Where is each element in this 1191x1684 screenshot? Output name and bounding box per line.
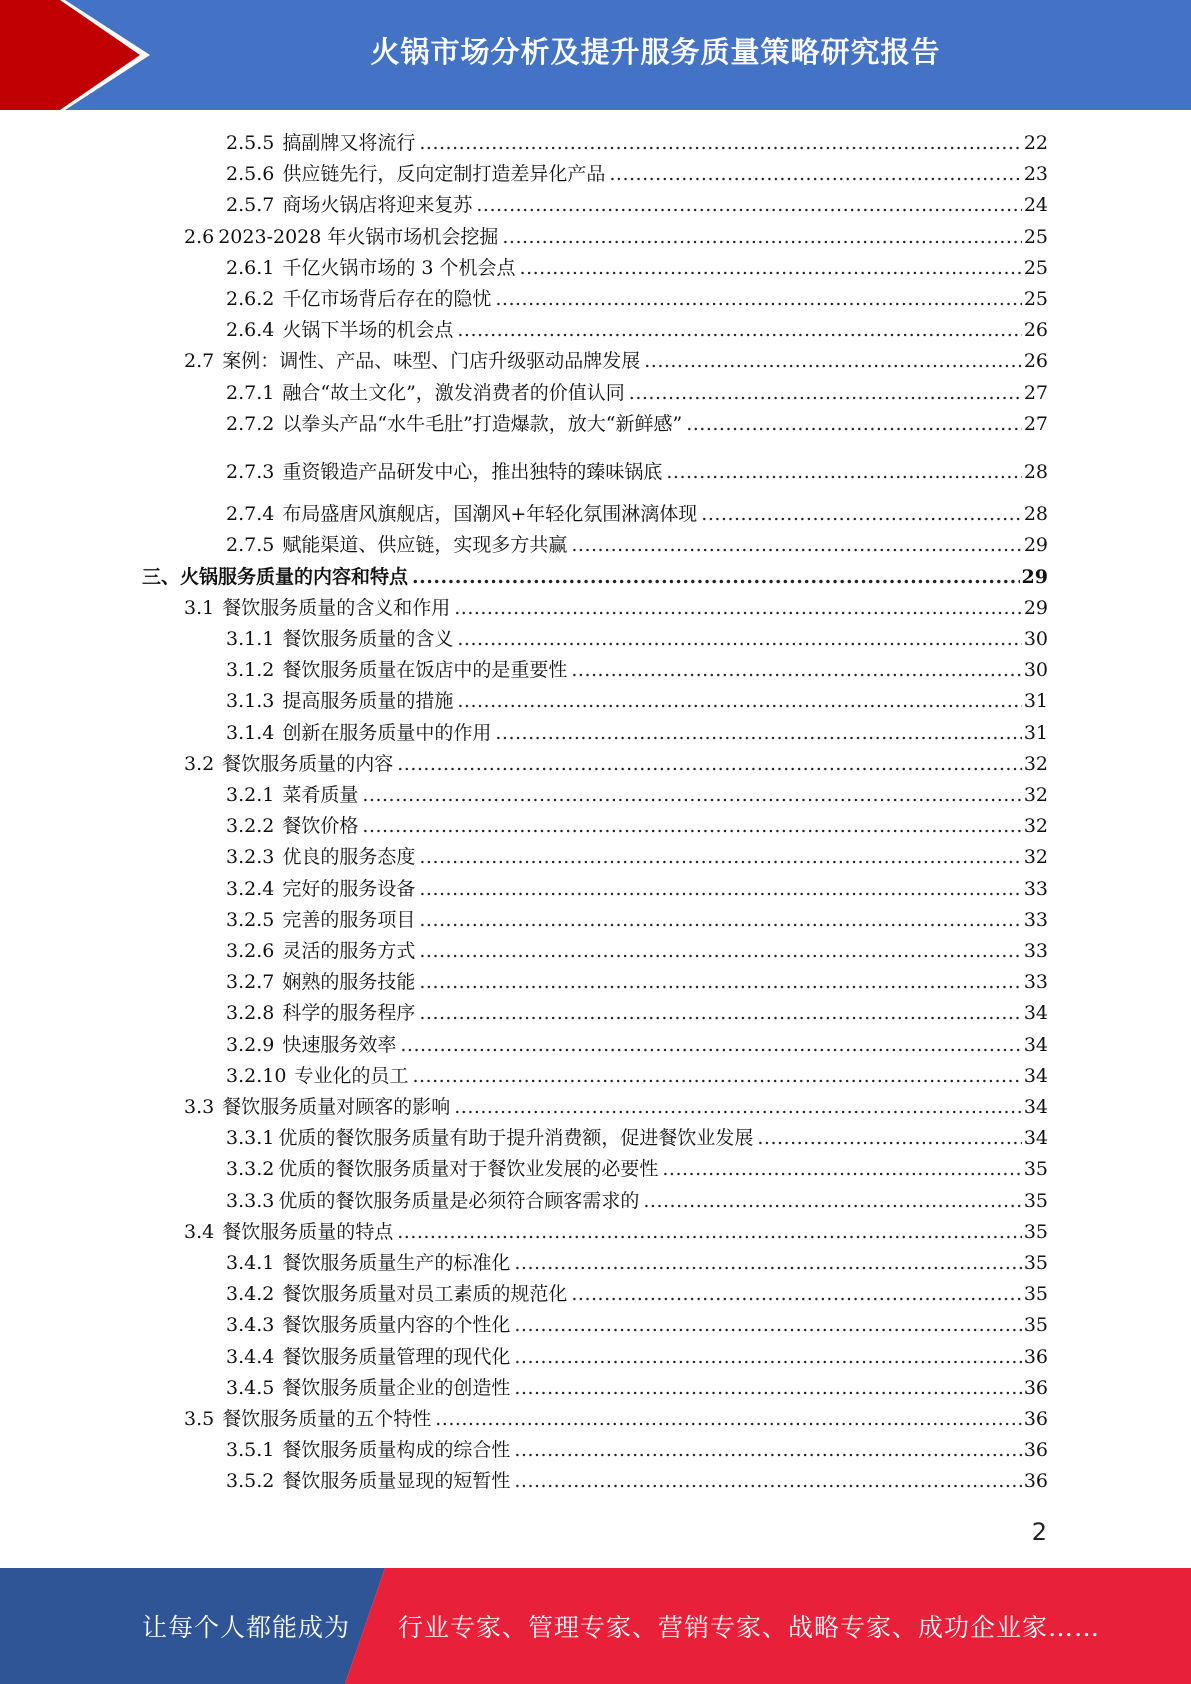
toc-entry-title: 餐饮服务质量生产的标准化 bbox=[282, 1252, 511, 1274]
toc-entry[interactable] bbox=[226, 1029, 1048, 1057]
toc-entry-title: 灵活的服务方式 bbox=[282, 940, 416, 962]
toc-entry-page: 26 bbox=[1023, 350, 1048, 372]
toc-dot-leader bbox=[514, 1345, 1021, 1369]
toc-entry-title: 娴熟的服务技能 bbox=[282, 971, 416, 993]
toc-entry-page: 27 bbox=[1023, 382, 1048, 404]
toc-entry-number: 3.2 bbox=[184, 753, 215, 775]
header-band bbox=[0, 0, 1191, 110]
toc-entry-page: 33 bbox=[1023, 940, 1048, 962]
toc-entry[interactable] bbox=[226, 841, 1048, 869]
toc-dot-leader bbox=[454, 596, 1022, 620]
toc-entry-page: 29 bbox=[1023, 597, 1048, 619]
toc-entry-number: 3.4.2 bbox=[226, 1283, 275, 1305]
toc-entry-page: 23 bbox=[1023, 163, 1048, 185]
toc-dot-leader bbox=[495, 721, 1021, 745]
toc-dot-leader bbox=[419, 939, 1021, 963]
toc-entry[interactable] bbox=[226, 654, 1048, 682]
toc-dot-leader bbox=[644, 349, 1022, 373]
toc-entry-number: 3.5.2 bbox=[226, 1470, 275, 1492]
toc-entry-title: 优良的服务态度 bbox=[282, 846, 416, 868]
toc-entry[interactable] bbox=[226, 408, 1048, 436]
toc-entry-number: 2.7.2 bbox=[226, 413, 275, 435]
toc-entry-number: 3.1 bbox=[184, 597, 215, 619]
toc-entry[interactable] bbox=[226, 717, 1048, 745]
toc-dot-leader bbox=[514, 1313, 1021, 1337]
toc-entry[interactable] bbox=[142, 561, 1048, 589]
toc-entry-page: 35 bbox=[1023, 1221, 1048, 1243]
toc-entry-number: 3.1.1 bbox=[226, 628, 275, 650]
toc-dot-leader bbox=[609, 162, 1021, 186]
toc-entry-title: 餐饮服务质量对员工素质的规范化 bbox=[282, 1283, 568, 1305]
toc-entry-number: 3.5.1 bbox=[226, 1439, 275, 1461]
toc-entry-title: 案例：调性、产品、味型、门店升级驱动品牌发展 bbox=[222, 350, 641, 372]
toc-entry-title: 创新在服务质量中的作用 bbox=[282, 722, 492, 744]
toc-entry-title: 餐饮价格 bbox=[282, 815, 359, 837]
footer-slogan-left: 让每个人都能成为 bbox=[142, 1613, 351, 1642]
toc-dot-leader bbox=[643, 1189, 1021, 1213]
toc-dot-leader bbox=[419, 1001, 1021, 1025]
toc-entry[interactable] bbox=[226, 456, 1048, 484]
toc-entry[interactable] bbox=[226, 1341, 1048, 1369]
toc-entry-page: 34 bbox=[1023, 1002, 1048, 1024]
toc-entry-title: 专业化的员工 bbox=[294, 1065, 409, 1087]
toc-entry-page: 29 bbox=[1021, 566, 1048, 588]
toc-entry-page: 35 bbox=[1023, 1190, 1048, 1212]
toc-entry-number: 3.2.8 bbox=[226, 1002, 275, 1024]
toc-entry[interactable] bbox=[226, 1278, 1048, 1306]
toc-entry[interactable] bbox=[184, 1403, 1048, 1431]
toc-entry[interactable] bbox=[184, 592, 1048, 620]
toc-entry-title: 以拳头产品“水牛毛肚”打造爆款，放大“新鲜感” bbox=[282, 413, 683, 435]
toc-dot-leader bbox=[419, 845, 1021, 869]
toc-entry-page: 22 bbox=[1023, 132, 1048, 154]
toc-dot-leader bbox=[514, 1438, 1021, 1462]
toc-entry-title: 商场火锅店将迎来复苏 bbox=[282, 194, 473, 216]
footer-slogan-right: 行业专家、管理专家、营销专家、战略专家、成功企业家…… bbox=[398, 1613, 1101, 1642]
toc-dot-leader bbox=[419, 908, 1021, 932]
toc-entry[interactable] bbox=[226, 966, 1048, 994]
toc-dot-leader bbox=[419, 970, 1021, 994]
toc-dot-leader bbox=[419, 131, 1021, 155]
toc-entry[interactable] bbox=[226, 1122, 1048, 1150]
toc-entry-title: 快速服务效率 bbox=[282, 1034, 397, 1056]
toc-entry-number: 2.7.4 bbox=[226, 503, 275, 525]
toc-entry-title: 餐饮服务质量企业的创造性 bbox=[282, 1377, 511, 1399]
toc-entry-title: 餐饮服务质量显现的短暂性 bbox=[282, 1470, 511, 1492]
toc-entry-number: 2.6.2 bbox=[226, 288, 275, 310]
red-chevron-icon bbox=[0, 0, 160, 110]
toc-entry[interactable] bbox=[226, 873, 1048, 901]
toc-entry-number: 3.2.9 bbox=[226, 1034, 275, 1056]
toc-entry-page: 26 bbox=[1023, 319, 1048, 341]
toc-entry-title: 千亿市场背后存在的隐忧 bbox=[282, 288, 492, 310]
toc-entry-title: 2023-2028 年火锅市场机会挖掘 bbox=[218, 226, 499, 248]
toc-dot-leader bbox=[362, 814, 1021, 838]
toc-dot-leader bbox=[662, 1157, 1021, 1181]
toc-entry-page: 36 bbox=[1023, 1346, 1048, 1368]
toc-entry-page: 35 bbox=[1023, 1283, 1048, 1305]
toc-entry-title: 餐饮服务质量的含义和作用 bbox=[222, 597, 451, 619]
toc-entry-page: 36 bbox=[1023, 1439, 1048, 1461]
toc-entry[interactable] bbox=[226, 283, 1048, 311]
toc-entry-title: 科学的服务程序 bbox=[282, 1002, 416, 1024]
toc-entry-title: 火锅下半场的机会点 bbox=[282, 319, 454, 341]
toc-dot-leader bbox=[419, 877, 1021, 901]
toc-entry-title: 餐饮服务质量内容的个性化 bbox=[282, 1314, 511, 1336]
toc-entry-number: 3.4.5 bbox=[226, 1377, 275, 1399]
toc-entry-number: 2.7.5 bbox=[226, 534, 275, 556]
toc-entry-number: 3.2.2 bbox=[226, 815, 275, 837]
toc-entry-number: 3.2.1 bbox=[226, 784, 275, 806]
footer-band bbox=[0, 1568, 1191, 1684]
toc-entry-number: 3.1.2 bbox=[226, 659, 275, 681]
toc-dot-leader bbox=[495, 287, 1021, 311]
toc-dot-leader bbox=[701, 502, 1022, 526]
toc-dot-leader bbox=[362, 783, 1021, 807]
toc-entry[interactable] bbox=[184, 1216, 1048, 1244]
toc-entry-number: 3.4.3 bbox=[226, 1314, 275, 1336]
toc-entry-title: 餐饮服务质量管理的现代化 bbox=[282, 1346, 511, 1368]
toc-entry-number: 2.6.1 bbox=[226, 257, 275, 279]
toc-entry-page: 33 bbox=[1023, 878, 1048, 900]
toc-entry-page: 34 bbox=[1023, 1127, 1048, 1149]
toc-dot-leader bbox=[520, 256, 1022, 280]
toc-dot-leader bbox=[400, 1033, 1021, 1057]
page-number: 2 bbox=[1031, 1518, 1047, 1546]
toc-entry-page: 35 bbox=[1023, 1314, 1048, 1336]
toc-dot-leader bbox=[514, 1469, 1021, 1493]
toc-entry-number: 2.7 bbox=[184, 350, 215, 372]
toc-entry-title: 餐饮服务质量的含义 bbox=[282, 628, 454, 650]
toc-entry[interactable] bbox=[226, 1247, 1048, 1275]
toc-entry[interactable] bbox=[184, 748, 1048, 776]
toc-entry-page: 30 bbox=[1023, 628, 1048, 650]
toc-entry-number: 3.5 bbox=[184, 1408, 215, 1430]
toc-dot-leader bbox=[457, 627, 1021, 651]
toc-entry-number: 2.7.3 bbox=[226, 461, 275, 483]
toc-entry[interactable] bbox=[226, 1309, 1048, 1337]
toc-entry-page: 35 bbox=[1023, 1252, 1048, 1274]
toc-dot-leader bbox=[454, 1095, 1022, 1119]
toc-entry-title: 赋能渠道、供应链，实现多方共赢 bbox=[282, 534, 568, 556]
toc-entry-number: 2.5.7 bbox=[226, 194, 275, 216]
toc-entry-page: 25 bbox=[1023, 257, 1048, 279]
toc-entry-number: 3.2.6 bbox=[226, 940, 275, 962]
toc-entry-page: 34 bbox=[1023, 1065, 1048, 1087]
toc-entry-page: 32 bbox=[1023, 846, 1048, 868]
toc-entry-title: 完善的服务项目 bbox=[282, 909, 416, 931]
toc-entry-number: 3.2.3 bbox=[226, 846, 275, 868]
toc-dot-leader bbox=[457, 318, 1021, 342]
toc-entry-page: 25 bbox=[1023, 288, 1048, 310]
toc-entry-page: 35 bbox=[1023, 1158, 1048, 1180]
toc-entry-page: 25 bbox=[1023, 226, 1048, 248]
toc-entry[interactable] bbox=[226, 158, 1048, 186]
toc-entry[interactable] bbox=[226, 1465, 1048, 1493]
toc-entry-number: 3.2.5 bbox=[226, 909, 275, 931]
toc-entry[interactable] bbox=[226, 935, 1048, 963]
toc-entry-page: 36 bbox=[1023, 1408, 1048, 1430]
toc-entry[interactable] bbox=[226, 377, 1048, 405]
toc-entry-title: 重资锻造产品研发中心，推出独特的臻味锅底 bbox=[282, 461, 663, 483]
toc-entry[interactable] bbox=[226, 810, 1048, 838]
toc-dot-leader bbox=[757, 1126, 1021, 1150]
toc-entry[interactable] bbox=[226, 779, 1048, 807]
toc-entry[interactable] bbox=[226, 685, 1048, 713]
toc-entry-page: 27 bbox=[1023, 413, 1048, 435]
toc-entry-number: 3.1.4 bbox=[226, 722, 275, 744]
toc-entry-page: 34 bbox=[1023, 1096, 1048, 1118]
toc-dot-leader bbox=[412, 1064, 1021, 1088]
toc-dot-leader bbox=[397, 752, 1022, 776]
toc-entry[interactable] bbox=[184, 221, 1048, 249]
toc-entry-page: 30 bbox=[1023, 659, 1048, 681]
toc-entry[interactable] bbox=[184, 1091, 1048, 1119]
toc-entry[interactable] bbox=[226, 1060, 1048, 1088]
toc-entry-title: 搞副牌又将流行 bbox=[282, 132, 416, 154]
toc-entry-title: 菜肴质量 bbox=[282, 784, 359, 806]
report-title: 火锅市场分析及提升服务质量策略研究报告 bbox=[370, 34, 941, 69]
toc-entry-title: 火锅服务质量的内容和特点 bbox=[180, 566, 409, 588]
toc-dot-leader bbox=[514, 1376, 1021, 1400]
toc-entry-number: 3.1.3 bbox=[226, 690, 275, 712]
toc-entry-title: 供应链先行，反向定制打造差异化产品 bbox=[282, 163, 606, 185]
toc-entry-number: 3.4.1 bbox=[226, 1252, 275, 1274]
toc-entry[interactable] bbox=[226, 1372, 1048, 1400]
toc-dot-leader bbox=[435, 1407, 1022, 1431]
toc-entry[interactable] bbox=[226, 252, 1048, 280]
toc-entry-title: 餐饮服务质量的特点 bbox=[222, 1221, 394, 1243]
toc-dot-leader bbox=[457, 689, 1021, 713]
toc-entry-title: 提高服务质量的措施 bbox=[282, 690, 454, 712]
toc-entry-title: 餐饮服务质量在饭店中的是重要性 bbox=[282, 659, 568, 681]
toc-entry-number: 三、 bbox=[142, 566, 181, 588]
toc-entry-title: 餐饮服务质量构成的综合性 bbox=[282, 1439, 511, 1461]
toc-entry-number: 2.5.6 bbox=[226, 163, 275, 185]
toc-entry-page: 33 bbox=[1023, 909, 1048, 931]
toc-entry-title: 千亿火锅市场的 3 个机会点 bbox=[282, 257, 516, 279]
toc-dot-leader bbox=[571, 533, 1021, 557]
toc-entry[interactable] bbox=[226, 623, 1048, 651]
toc-dot-leader bbox=[571, 658, 1021, 682]
toc-entry-number: 3.3 bbox=[184, 1096, 215, 1118]
toc-entry-number: 3.2.10 bbox=[226, 1065, 287, 1087]
toc-dot-leader bbox=[666, 460, 1021, 484]
toc-entry-page: 31 bbox=[1023, 690, 1048, 712]
toc-entry-number: 3.3.2 bbox=[226, 1158, 275, 1180]
toc-entry-number: 3.3.1 bbox=[226, 1127, 275, 1149]
toc-dot-leader bbox=[571, 1282, 1021, 1306]
toc-entry-number: 3.4.4 bbox=[226, 1346, 275, 1368]
toc-entry-title: 完好的服务设备 bbox=[282, 878, 416, 900]
toc-dot-leader bbox=[476, 193, 1021, 217]
toc-entry[interactable] bbox=[226, 127, 1048, 155]
toc-entry[interactable] bbox=[226, 189, 1048, 217]
toc-entry-title: 优质的餐饮服务质量有助于提升消费额，促进餐饮业发展 bbox=[278, 1127, 754, 1149]
toc-entry-number: 2.5.5 bbox=[226, 132, 275, 154]
toc-entry[interactable] bbox=[226, 1153, 1048, 1181]
toc-dot-leader bbox=[629, 381, 1022, 405]
toc-entry-title: 优质的餐饮服务质量是必须符合顾客需求的 bbox=[278, 1190, 640, 1212]
toc-entry[interactable] bbox=[226, 904, 1048, 932]
toc-entry[interactable] bbox=[226, 314, 1048, 342]
toc-entry-number: 2.6 bbox=[184, 226, 215, 248]
toc-entry-page: 36 bbox=[1023, 1377, 1048, 1399]
toc-entry-page: 24 bbox=[1023, 194, 1048, 216]
toc-dot-leader bbox=[686, 412, 1022, 436]
toc-entry-page: 33 bbox=[1023, 971, 1048, 993]
toc-entry-title: 餐饮服务质量的五个特性 bbox=[222, 1408, 432, 1430]
toc-entry-page: 28 bbox=[1023, 461, 1048, 483]
toc-entry-title: 优质的餐饮服务质量对于餐饮业发展的必要性 bbox=[278, 1158, 659, 1180]
toc-entry[interactable] bbox=[226, 997, 1048, 1025]
toc-entry[interactable] bbox=[184, 345, 1048, 373]
toc-entry-number: 3.2.4 bbox=[226, 878, 275, 900]
toc-entry-page: 32 bbox=[1023, 815, 1048, 837]
toc-entry[interactable] bbox=[226, 1185, 1048, 1213]
toc-entry-number: 3.3.3 bbox=[226, 1190, 275, 1212]
toc-entry-number: 2.6.4 bbox=[226, 319, 275, 341]
toc-entry-title: 布局盛唐风旗舰店，国潮风+年轻化氛围淋漓体现 bbox=[282, 503, 698, 525]
toc-dot-leader bbox=[412, 565, 1020, 589]
toc-entry[interactable] bbox=[226, 529, 1048, 557]
toc-entry-page: 32 bbox=[1023, 784, 1048, 806]
toc-entry[interactable] bbox=[226, 498, 1048, 526]
toc-dot-leader bbox=[397, 1220, 1022, 1244]
toc-entry-number: 3.2.7 bbox=[226, 971, 275, 993]
toc-entry-number: 2.7.1 bbox=[226, 382, 275, 404]
toc-entry-page: 32 bbox=[1023, 753, 1048, 775]
toc-entry[interactable] bbox=[226, 1434, 1048, 1462]
toc-entry-page: 29 bbox=[1023, 534, 1048, 556]
toc-entry-page: 31 bbox=[1023, 722, 1048, 744]
toc-entry-page: 36 bbox=[1023, 1470, 1048, 1492]
toc-entry-page: 34 bbox=[1023, 1034, 1048, 1056]
toc-entry-title: 餐饮服务质量的内容 bbox=[222, 753, 394, 775]
toc-entry-title: 融合“故土文化”，激发消费者的价值认同 bbox=[282, 382, 625, 404]
toc-dot-leader bbox=[514, 1251, 1021, 1275]
toc-entry-page: 28 bbox=[1023, 503, 1048, 525]
toc-entry-title: 餐饮服务质量对顾客的影响 bbox=[222, 1096, 451, 1118]
toc-dot-leader bbox=[502, 225, 1021, 249]
toc-entry-number: 3.4 bbox=[184, 1221, 215, 1243]
